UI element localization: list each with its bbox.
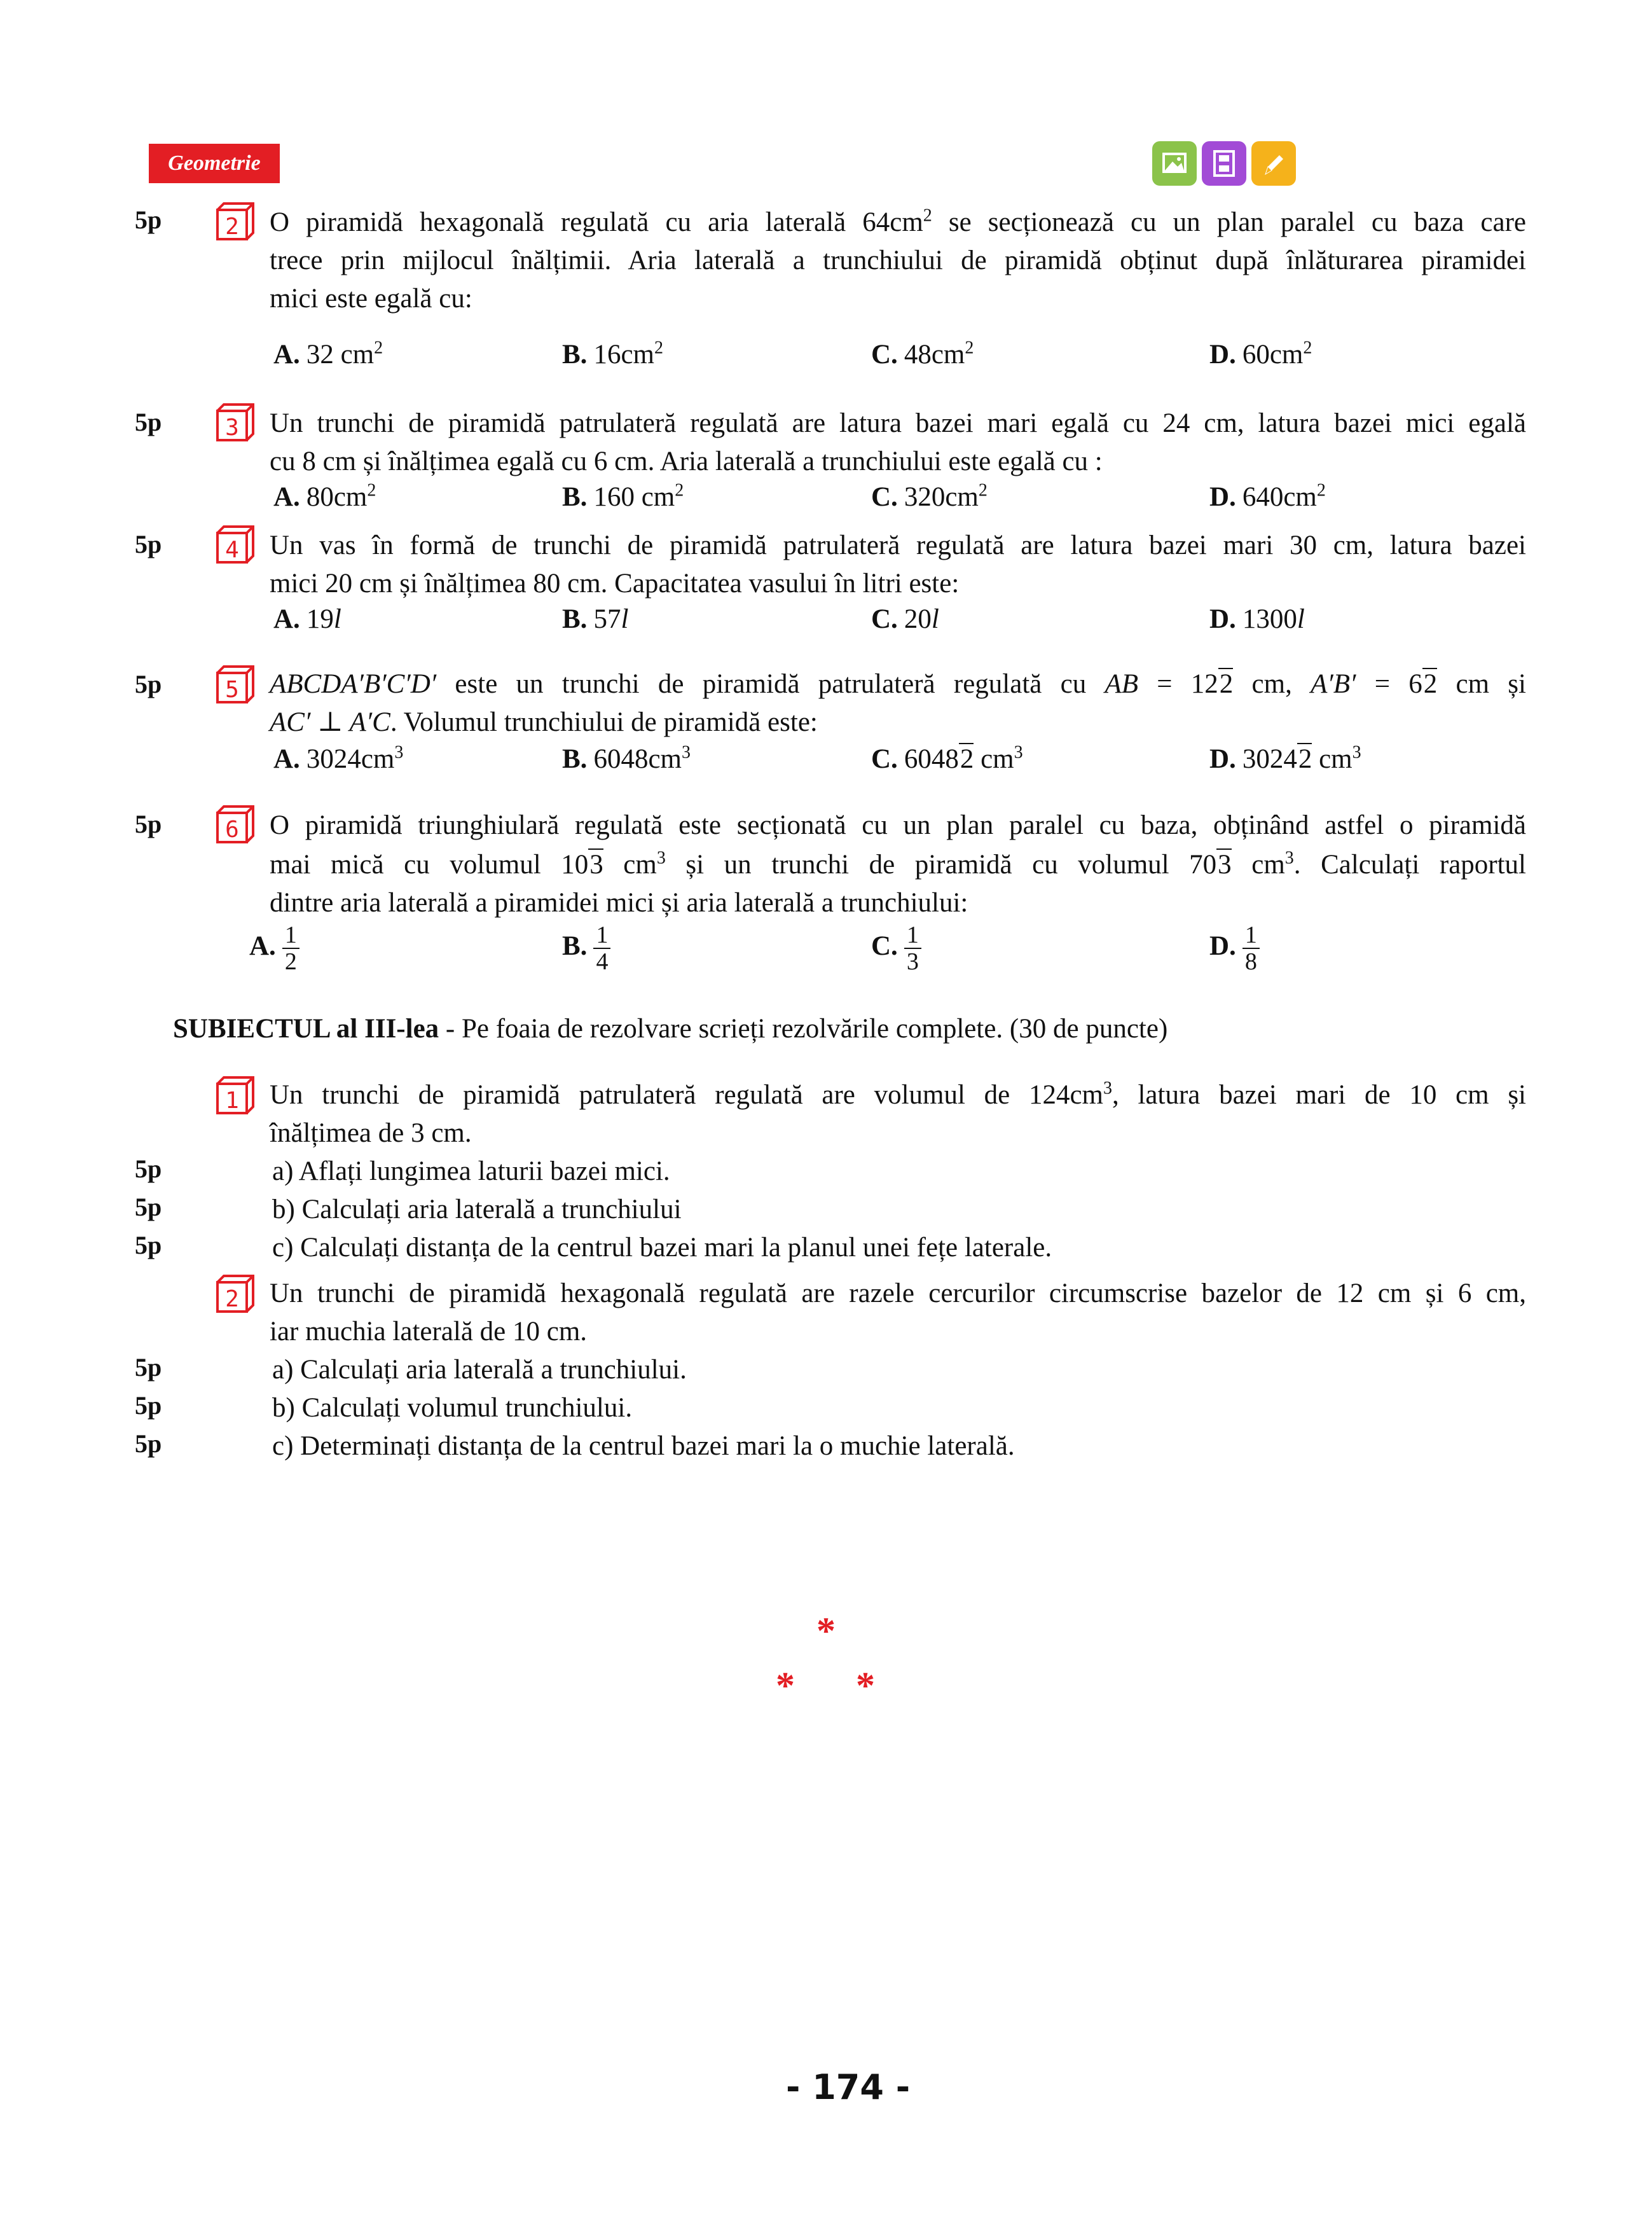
- question-number: 5: [225, 677, 239, 703]
- decorative-star: *: [816, 1610, 836, 1652]
- problem-number: 2: [225, 1286, 239, 1312]
- subquestion-a: a) Calculați aria laterală a trunchiului.: [272, 1355, 687, 1385]
- answer-option-d[interactable]: D. 1300l: [1209, 604, 1305, 634]
- question-number: 2: [225, 214, 239, 240]
- page-number: - 174 -: [786, 2067, 911, 2107]
- problem-number-box: [216, 1275, 254, 1313]
- section-tag: Geometrie: [149, 144, 280, 183]
- answer-option-b[interactable]: B. 160 $cm^2$: [562, 480, 684, 512]
- points-label: 5p: [135, 810, 162, 838]
- points-label: 5p: [135, 1231, 162, 1259]
- question-text-line: ABCDA′B′C′D′ este un trunchi de piramidă patrulateră regulată cu AB = 122 cm, A′B′ = 62 cm și: [270, 669, 1526, 699]
- problem-text-line: Un trunchi de piramidă patrulateră regulată are volumul de $124cm^3$, latura bazei mari de 10 cm și: [270, 1078, 1526, 1110]
- points-label: 5p: [135, 1193, 162, 1221]
- section-heading: SUBIECTUL al III-lea - Pe foaia de rezolvare scrieți rezolvările complete. (30 de puncte): [173, 1014, 1168, 1044]
- question-number-box: [216, 202, 254, 240]
- answer-option-b[interactable]: B. $16cm^2$: [562, 338, 663, 370]
- answer-option-a[interactable]: A. $\frac{1}{2}$: [249, 922, 299, 974]
- answer-option-a[interactable]: A. 19l: [273, 604, 341, 634]
- question-number: 3: [225, 415, 239, 441]
- question-number-box: [216, 665, 254, 703]
- subquestion-a: a) Aflați lungimea laturii bazei mici.: [272, 1156, 670, 1186]
- problem-text-line: înălțimea de 3 cm.: [270, 1118, 472, 1148]
- question-text-line: cu 8 cm și înălțimea egală cu 6 cm. Aria laterală a trunchiului este egală cu :: [270, 447, 1103, 476]
- answer-option-c[interactable]: C. 20l: [871, 604, 939, 634]
- pencil-icon[interactable]: [1251, 141, 1296, 186]
- question-number-box: [216, 403, 254, 441]
- answer-option-c[interactable]: C. $48cm^2$: [871, 338, 974, 370]
- question-text-line: Un vas în formă de trunchi de piramidă patrulateră regulată are latura bazei mari 30 cm, latura bazei: [270, 530, 1526, 560]
- answer-option-d[interactable]: D. $\frac{1}{8}$: [1209, 922, 1260, 974]
- decorative-star: *: [856, 1665, 875, 1707]
- film-icon[interactable]: [1202, 141, 1246, 186]
- points-label: 5p: [135, 1353, 162, 1382]
- decorative-star: *: [776, 1665, 795, 1707]
- question-text-line: trece prin mijlocul înălțimii. Aria laterală a trunchiului de piramidă obținut după înlăturarea piramidei: [270, 246, 1526, 275]
- subquestion-c: c) Calculați distanța de la centrul bazei mari la planul unei fețe laterale.: [272, 1233, 1052, 1263]
- points-label: 5p: [135, 1391, 162, 1420]
- points-label: 5p: [135, 205, 162, 234]
- subquestion-b: b) Calculați aria laterală a trunchiului: [272, 1195, 682, 1224]
- answer-option-a[interactable]: A. 32 $cm^2$: [273, 338, 383, 370]
- answer-option-a[interactable]: A. $80cm^2$: [273, 480, 376, 512]
- problem-text-line: iar muchia laterală de 10 cm.: [270, 1317, 588, 1347]
- answer-option-b[interactable]: B. $6048cm^3$: [562, 742, 691, 774]
- question-text-line: O piramidă hexagonală regulată cu aria laterală $64cm^2$ se secționează cu un plan paralel cu baza care: [270, 205, 1526, 237]
- answer-option-d[interactable]: D. $640cm^2$: [1209, 480, 1326, 512]
- question-text-line: dintre aria laterală a piramidei mici și aria laterală a trunchiului:: [270, 888, 968, 918]
- points-label: 5p: [135, 530, 162, 558]
- points-label: 5p: [135, 670, 162, 698]
- problem-number: 1: [225, 1088, 239, 1114]
- answer-option-c[interactable]: C. $\frac{1}{3}$: [871, 922, 921, 974]
- subquestion-c: c) Determinați distanța de la centrul bazei mari la o muchie laterală.: [272, 1431, 1015, 1461]
- answer-option-b[interactable]: B. 57l: [562, 604, 629, 634]
- answer-option-d[interactable]: D. 30242 $cm^3$: [1209, 742, 1361, 774]
- answer-option-a[interactable]: A. $3024cm^3$: [273, 742, 404, 774]
- question-number-box: [216, 805, 254, 843]
- subquestion-b: b) Calculați volumul trunchiului.: [272, 1393, 633, 1423]
- problem-number-box: [216, 1076, 254, 1114]
- question-text-line: Un trunchi de piramidă patrulateră regulată are latura bazei mari egală cu 24 cm, latura bazei mici egală: [270, 408, 1526, 438]
- answer-option-b[interactable]: B. $\frac{1}{4}$: [562, 922, 610, 974]
- question-text-line: mici este egală cu:: [270, 284, 472, 314]
- points-label: 5p: [135, 408, 162, 436]
- points-label: 5p: [135, 1429, 162, 1458]
- question-text-line: AC′ ⊥ A′C. Volumul trunchiului de piramidă este:: [270, 707, 818, 737]
- problem-text-line: Un trunchi de piramidă hexagonală regulată are razele cercurilor circumscrise bazelor de 12 cm și 6 cm,: [270, 1278, 1526, 1308]
- question-number-box: [216, 525, 254, 564]
- answer-option-c[interactable]: C. $320cm^2$: [871, 480, 988, 512]
- answer-option-c[interactable]: C. 60482 $cm^3$: [871, 742, 1023, 774]
- question-text-line: O piramidă triunghiulară regulată este secționată cu un plan paralel cu baza, obținând astfel o piramidă: [270, 810, 1526, 840]
- question-text-line: mai mică cu volumul 103 $cm^3$ și un trunchi de piramidă cu volumul 703 $cm^3$. Calculați raportul: [270, 848, 1526, 880]
- image-icon[interactable]: [1152, 141, 1197, 186]
- answer-option-d[interactable]: D. $60cm^2$: [1209, 338, 1312, 370]
- question-number: 4: [225, 537, 239, 563]
- question-text-line: mici 20 cm și înălțimea 80 cm. Capacitatea vasului în litri este:: [270, 569, 960, 599]
- points-label: 5p: [135, 1154, 162, 1183]
- question-number: 6: [225, 817, 239, 843]
